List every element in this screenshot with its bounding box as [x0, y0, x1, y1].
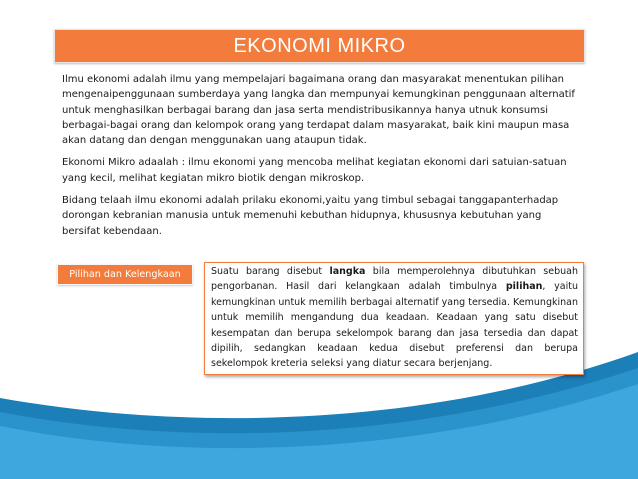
topic-label: [57, 264, 193, 285]
body-text: [62, 72, 582, 246]
definition-text-1: Suatu barang disebut: [211, 266, 330, 277]
topic-label-text: Pilihan dan Kelengkaan: [69, 269, 181, 280]
scarcity-definition-box: [204, 262, 584, 375]
paragraph-micro-economics: Ekonomi Mikro adaalah : ilmu ekonomi yang mencoba melihat kegiatan ekonomi dari satuian-satuan yang kecil, melihat kegiatan mikro biotik dengan mikroskop.: [62, 157, 567, 184]
slide-title-text: EKONOMI MIKRO: [233, 34, 406, 57]
slide-title: [54, 29, 585, 63]
paragraph-definition: Ilmu ekonomi adalah ilmu yang mempelajari bagaimana orang dan masyarakat menentukan pilihan mengenaipenggunaan sumberdaya yang langka dan mempunyai kemungkinan penggunaan alternatif untuk menghasilkan berbagai barang dan jasa serta mendistribusikannya hanya utnuk konsumsi berbagai-bagai orang dan kelompok orang yang terdapat dalam masyarakat, baik kini maupun masa akan datang dan dengan menggunakan uang ataupun tidak.: [62, 74, 575, 147]
term-langka: langka: [329, 266, 366, 277]
paragraph-study-field: Bidang telaah ilmu ekonomi adalah prilaku ekonomi,yaitu yang timbul sebagai tanggapanterhadap dorongan kebranian manusia untuk memenuhi kebuthan hidupnya, khususnya kebutuhan yang bersifat kebendaan.: [62, 195, 559, 237]
term-pilihan: pilihan: [505, 281, 543, 293]
definition-text-3: , yaitu kemungkinan untuk memilih berbagai alternatif yang tersedia. Kemungkinan untuk memilih mengandung dua keadaan. Keadaan yang satu disebut kesempatan dan berupa sekelompok barang dan jasa tersedia dan dapat dipilih, sedangkan keadaan kedua disebut preferensi dan berupa sekelompok kreteria seleksi yang diatur secara berjenjang.: [211, 281, 578, 370]
definition-text-2: bila memperolehnya dibutuhkan sebuah pengorbanan. Hasil dari kelangkaan adalah timbulnya: [211, 266, 578, 293]
